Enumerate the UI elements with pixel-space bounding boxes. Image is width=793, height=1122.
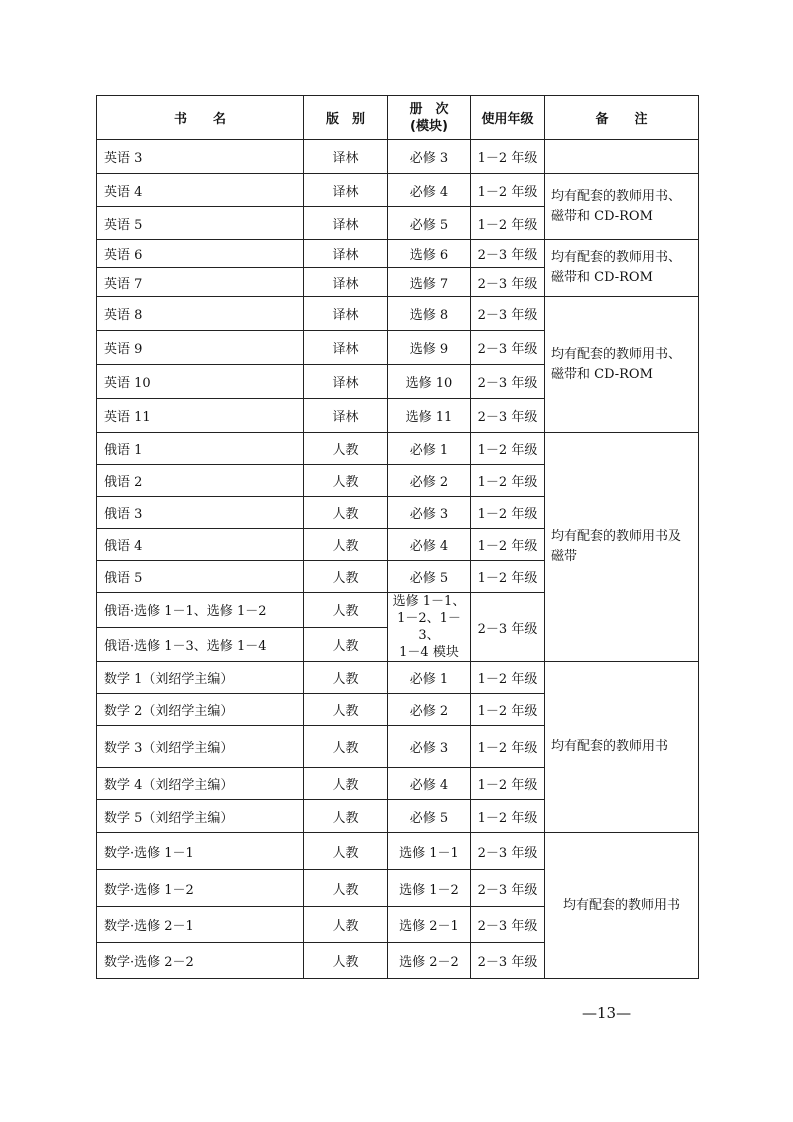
volume: 必修 2 bbox=[388, 694, 471, 726]
textbook-table bbox=[96, 95, 699, 979]
volume: 必修 4 bbox=[388, 768, 471, 800]
edition: 人教 bbox=[304, 433, 388, 465]
note-math-required: 均有配套的教师用书 bbox=[545, 662, 699, 833]
book-name: 英语 9 bbox=[97, 331, 304, 365]
grade: 2－3 年级 bbox=[471, 870, 545, 907]
volume: 必修 3 bbox=[388, 726, 471, 768]
book-name: 英语 5 bbox=[97, 207, 304, 240]
volume: 必修 5 bbox=[388, 800, 471, 833]
grade: 1－2 年级 bbox=[471, 529, 545, 561]
edition: 人教 bbox=[304, 943, 388, 979]
header-grade: 使用年级 bbox=[471, 96, 545, 140]
note-russian: 均有配套的教师用书及磁带 bbox=[545, 433, 699, 662]
edition: 人教 bbox=[304, 833, 388, 870]
book-name: 俄语·选修 1－3、选修 1－4 bbox=[97, 627, 304, 662]
header-note: 备 注 bbox=[545, 96, 699, 140]
book-name: 数学·选修 1－1 bbox=[97, 833, 304, 870]
volume: 必修 2 bbox=[388, 465, 471, 497]
book-name: 英语 4 bbox=[97, 174, 304, 207]
edition: 人教 bbox=[304, 907, 388, 943]
page-number: —13— bbox=[582, 1004, 632, 1022]
table-row bbox=[97, 662, 699, 694]
table-row bbox=[97, 240, 699, 268]
edition: 译林 bbox=[304, 331, 388, 365]
volume: 必修 3 bbox=[388, 497, 471, 529]
header-book-name: 书 名 bbox=[97, 96, 304, 140]
book-name: 数学·选修 2－1 bbox=[97, 907, 304, 943]
grade: 1－2 年级 bbox=[471, 800, 545, 833]
book-name: 英语 3 bbox=[97, 140, 304, 174]
note-math-elective: 均有配套的教师用书 bbox=[545, 833, 699, 979]
grade: 2－3 年级 bbox=[471, 907, 545, 943]
header-edition: 版 别 bbox=[304, 96, 388, 140]
book-name: 俄语 2 bbox=[97, 465, 304, 497]
book-name: 英语 6 bbox=[97, 240, 304, 268]
edition: 译林 bbox=[304, 174, 388, 207]
edition: 译林 bbox=[304, 399, 388, 433]
volume: 必修 4 bbox=[388, 174, 471, 207]
grade: 1－2 年级 bbox=[471, 207, 545, 240]
grade: 2－3 年级 bbox=[471, 331, 545, 365]
edition: 人教 bbox=[304, 768, 388, 800]
edition: 人教 bbox=[304, 662, 388, 694]
note-empty bbox=[545, 140, 699, 174]
edition: 人教 bbox=[304, 561, 388, 593]
table-row bbox=[97, 833, 699, 870]
grade: 1－2 年级 bbox=[471, 662, 545, 694]
grade: 1－2 年级 bbox=[471, 497, 545, 529]
book-name: 英语 7 bbox=[97, 268, 304, 297]
volume: 选修 10 bbox=[388, 365, 471, 399]
grade: 1－2 年级 bbox=[471, 561, 545, 593]
book-name: 数学 3（刘绍学主编） bbox=[97, 726, 304, 768]
edition: 译林 bbox=[304, 140, 388, 174]
edition: 译林 bbox=[304, 207, 388, 240]
grade: 2－3 年级 bbox=[471, 365, 545, 399]
volume: 选修 2－1 bbox=[388, 907, 471, 943]
grade: 1－2 年级 bbox=[471, 174, 545, 207]
edition: 人教 bbox=[304, 593, 388, 628]
edition: 人教 bbox=[304, 497, 388, 529]
grade: 2－3 年级 bbox=[471, 268, 545, 297]
volume: 选修 1－1 bbox=[388, 833, 471, 870]
book-name: 数学·选修 1－2 bbox=[97, 870, 304, 907]
edition: 译林 bbox=[304, 365, 388, 399]
volume: 选修 1－2 bbox=[388, 870, 471, 907]
edition: 人教 bbox=[304, 870, 388, 907]
table-row bbox=[97, 433, 699, 465]
table-row bbox=[97, 174, 699, 207]
grade: 1－2 年级 bbox=[471, 694, 545, 726]
volume: 必修 4 bbox=[388, 529, 471, 561]
note-english-6-7: 均有配套的教师用书、磁带和 CD-ROM bbox=[545, 240, 699, 297]
book-name: 数学 5（刘绍学主编） bbox=[97, 800, 304, 833]
book-name: 俄语 1 bbox=[97, 433, 304, 465]
edition: 译林 bbox=[304, 297, 388, 331]
edition: 人教 bbox=[304, 627, 388, 662]
edition: 人教 bbox=[304, 465, 388, 497]
table-row bbox=[97, 297, 699, 331]
grade-russian-elective: 2－3 年级 bbox=[471, 593, 545, 662]
volume-russian-elective: 选修 1－1、 1－2、1－3、 1－4 模块 bbox=[388, 593, 471, 662]
book-name: 数学 1（刘绍学主编） bbox=[97, 662, 304, 694]
volume: 选修 2－2 bbox=[388, 943, 471, 979]
edition: 人教 bbox=[304, 800, 388, 833]
book-name: 俄语 4 bbox=[97, 529, 304, 561]
volume: 选修 11 bbox=[388, 399, 471, 433]
grade: 1－2 年级 bbox=[471, 433, 545, 465]
volume: 选修 9 bbox=[388, 331, 471, 365]
book-name: 数学 4（刘绍学主编） bbox=[97, 768, 304, 800]
edition: 人教 bbox=[304, 726, 388, 768]
header-volume: 册 次 (模块) bbox=[388, 96, 471, 140]
grade: 2－3 年级 bbox=[471, 943, 545, 979]
volume: 必修 1 bbox=[388, 662, 471, 694]
book-name: 英语 10 bbox=[97, 365, 304, 399]
grade: 2－3 年级 bbox=[471, 833, 545, 870]
book-name: 数学·选修 2－2 bbox=[97, 943, 304, 979]
volume: 选修 7 bbox=[388, 268, 471, 297]
grade: 1－2 年级 bbox=[471, 768, 545, 800]
grade: 1－2 年级 bbox=[471, 140, 545, 174]
grade: 1－2 年级 bbox=[471, 465, 545, 497]
volume: 选修 8 bbox=[388, 297, 471, 331]
edition: 人教 bbox=[304, 694, 388, 726]
book-name: 数学 2（刘绍学主编） bbox=[97, 694, 304, 726]
volume: 必修 1 bbox=[388, 433, 471, 465]
volume: 必修 5 bbox=[388, 561, 471, 593]
book-name: 俄语·选修 1－1、选修 1－2 bbox=[97, 593, 304, 628]
note-english-8-11: 均有配套的教师用书、磁带和 CD-ROM bbox=[545, 297, 699, 433]
grade: 2－3 年级 bbox=[471, 297, 545, 331]
book-name: 英语 8 bbox=[97, 297, 304, 331]
table-row bbox=[97, 140, 699, 174]
note-english-4-5: 均有配套的教师用书、磁带和 CD-ROM bbox=[545, 174, 699, 240]
table-header-row bbox=[97, 96, 699, 140]
book-name: 英语 11 bbox=[97, 399, 304, 433]
volume: 必修 5 bbox=[388, 207, 471, 240]
volume: 必修 3 bbox=[388, 140, 471, 174]
grade: 1－2 年级 bbox=[471, 726, 545, 768]
book-name: 俄语 3 bbox=[97, 497, 304, 529]
edition: 译林 bbox=[304, 240, 388, 268]
grade: 2－3 年级 bbox=[471, 399, 545, 433]
grade: 2－3 年级 bbox=[471, 240, 545, 268]
edition: 译林 bbox=[304, 268, 388, 297]
edition: 人教 bbox=[304, 529, 388, 561]
book-name: 俄语 5 bbox=[97, 561, 304, 593]
volume: 选修 6 bbox=[388, 240, 471, 268]
